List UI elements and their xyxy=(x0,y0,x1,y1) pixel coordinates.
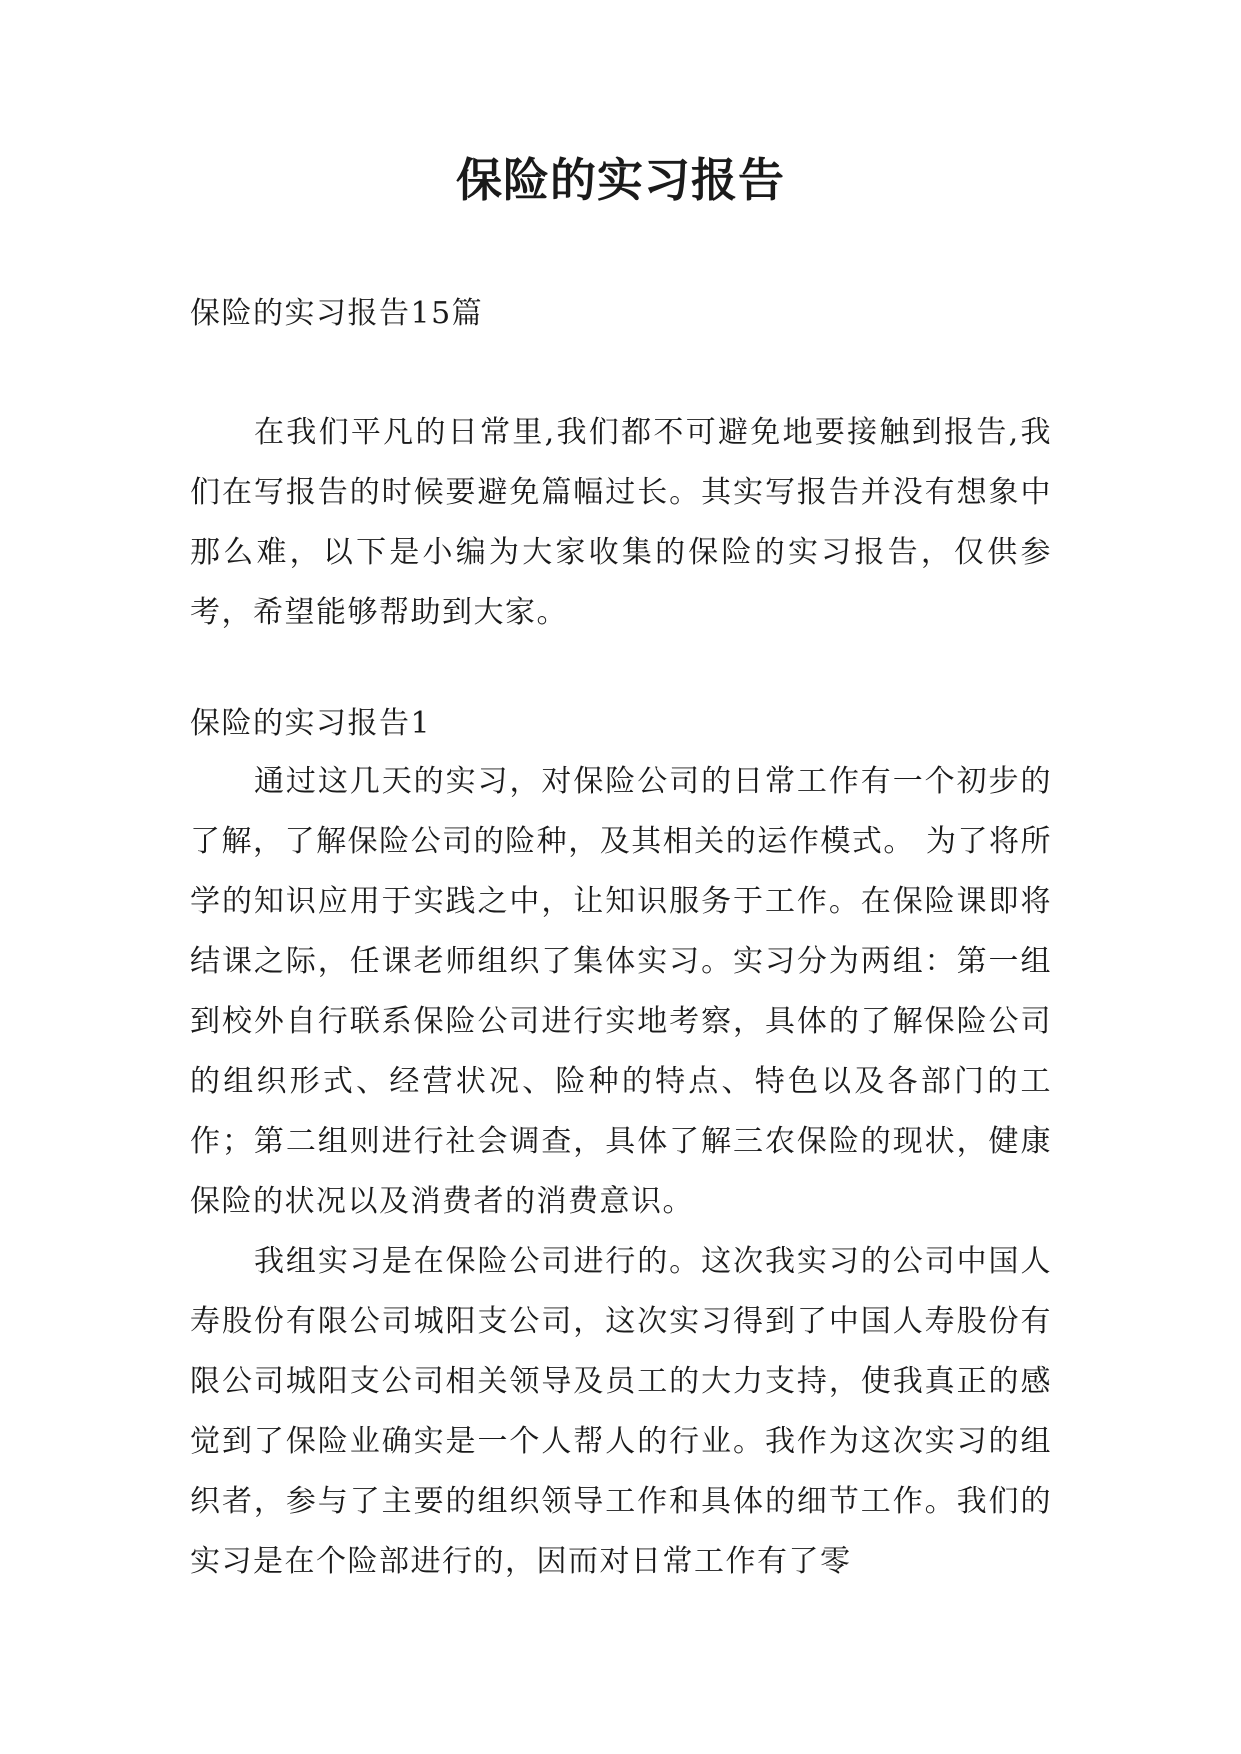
document-title: 保险的实习报告 xyxy=(456,153,785,207)
document-subtitle: 保险的实习报告15篇 xyxy=(190,296,484,331)
intro-paragraph: 在我们平凡的日常里,我们都不可避免地要接触到报告,我们在写报告的时候要避免篇幅过长。其实写报告并没有想象中那么难，以下是小编为大家收集的保险的实习报告，仅供参考，希望能够帮助到大家。 xyxy=(190,415,1052,630)
body-paragraph: 我组实习是在保险公司进行的。这次我实习的公司中国人寿股份有限公司城阳支公司，这次实习得到了中国人寿股份有限公司城阳支公司相关领导及员工的大力支持，使我真正的感觉到了保险业确实是一个人帮人的行业。我作为这次实习的组织者，参与了主要的组织领导工作和具体的细节工作。我们的实习是在个险部进行的，因而对日常工作有了零 xyxy=(190,1244,1052,1579)
section-heading: 保险的实习报告1 xyxy=(190,706,432,741)
body-paragraph: 通过这几天的实习，对保险公司的日常工作有一个初步的了解，了解保险公司的险种，及其相关的运作模式。 为了将所学的知识应用于实践之中，让知识服务于工作。在保险课即将结课之际，任课老师组织了集体实习。实习分为两组：第一组到校外自行联系保险公司进行实地考察，具体的了解保险公司的组织形式、经营状况、险种的特点、特色以及各部门的工作；第二组则进行社会调查，具体了解三农保险的现状，健康保险的状况以及消费者的消费意识。 xyxy=(190,764,1052,1219)
